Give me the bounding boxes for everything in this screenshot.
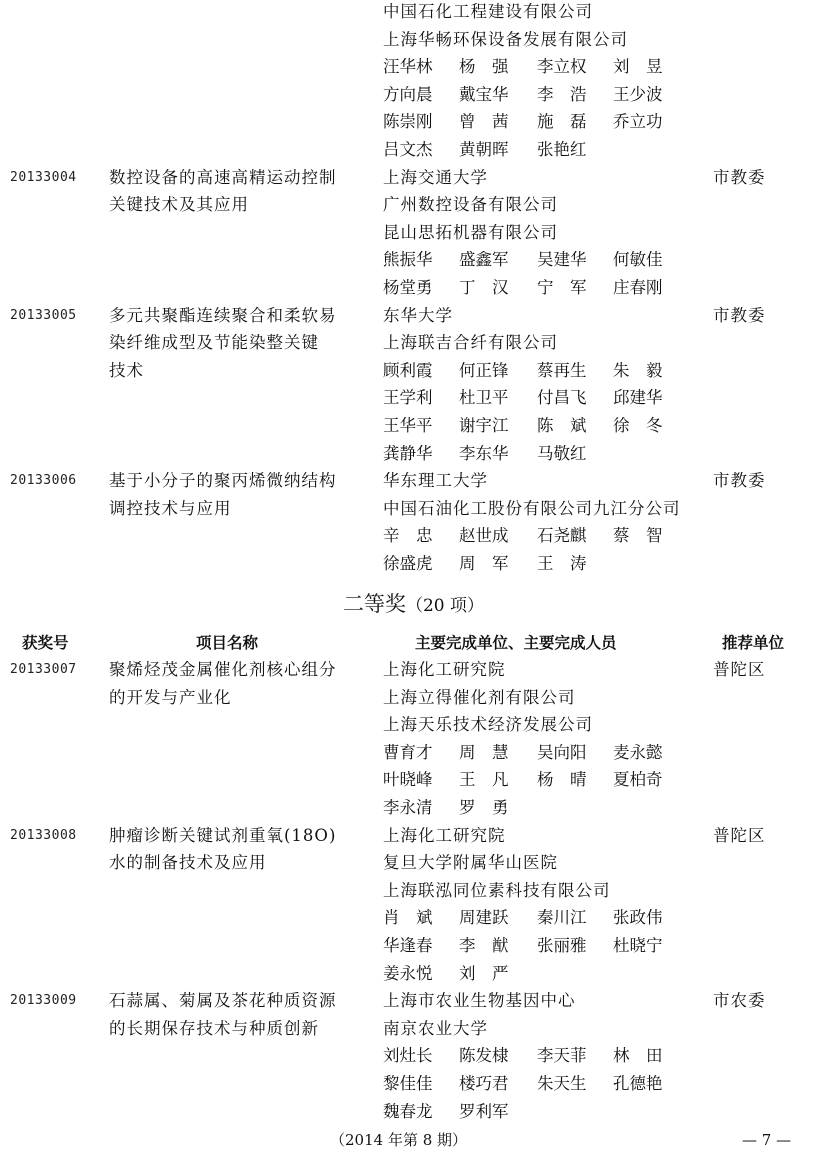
person-name: 何正锋 <box>459 360 509 380</box>
award-id: 20133007 <box>10 662 77 677</box>
person-name: 周 慧 <box>459 742 509 762</box>
person-name: 马敬红 <box>537 443 587 463</box>
section-title-text: 二等奖 <box>342 592 406 616</box>
person-name: 盛鑫军 <box>459 250 509 270</box>
project-name-line: 石蒜属、菊属及茶花种质资源 <box>109 991 337 1011</box>
completion-unit: 上海联吉合纤有限公司 <box>383 333 558 353</box>
person-name: 赵世成 <box>459 526 509 546</box>
completion-unit: 上海交通大学 <box>383 167 488 187</box>
project-name-line: 聚烯烃茂金属催化剂核心组分 <box>109 660 337 679</box>
person-name: 施 磊 <box>537 112 587 132</box>
person-name: 李永清 <box>383 798 433 817</box>
person-name: 庄春刚 <box>613 278 663 297</box>
person-name: 熊振华 <box>383 250 433 270</box>
completion-unit: 上海华畅环保设备发展有限公司 <box>383 29 628 49</box>
person-name: 王 涛 <box>537 554 587 573</box>
person-name: 黎佳佳 <box>383 1074 433 1093</box>
person-name: 王华平 <box>383 416 433 435</box>
completion-unit: 上海市农业生物基因中心 <box>383 991 576 1011</box>
completion-unit: 东华大学 <box>383 305 453 325</box>
person-name: 汪华林 <box>383 57 433 77</box>
person-name: 姜永悦 <box>383 963 433 983</box>
person-name: 石尧麒 <box>537 526 587 546</box>
person-name: 王 凡 <box>459 770 509 790</box>
person-name: 徐盛虎 <box>383 554 433 573</box>
person-name: 朱天生 <box>537 1074 587 1093</box>
person-name: 丁 汉 <box>459 278 509 297</box>
person-name: 张艳红 <box>537 140 587 159</box>
person-name: 张丽雅 <box>537 936 587 955</box>
person-name: 楼巧君 <box>459 1074 509 1093</box>
completion-unit: 中国石化工程建设有限公司 <box>383 2 593 21</box>
person-name: 宁 军 <box>537 278 587 297</box>
person-name: 周 军 <box>459 554 509 573</box>
person-name: 杜晓宁 <box>613 936 663 955</box>
person-name: 叶晓峰 <box>383 770 433 790</box>
completion-unit: 昆山思拓机器有限公司 <box>383 222 558 242</box>
recommender: 市教委 <box>713 471 766 491</box>
section-title <box>0 589 827 621</box>
recommender: 普陀区 <box>713 825 766 845</box>
person-name: 戴宝华 <box>459 84 509 104</box>
person-name: 孔德艳 <box>613 1074 663 1093</box>
person-name: 杨 晴 <box>537 770 587 790</box>
person-name: 曹育才 <box>383 742 433 762</box>
person-name: 刘灶长 <box>383 1046 433 1066</box>
person-name: 陈 斌 <box>537 416 587 435</box>
person-name: 李 猷 <box>459 936 509 955</box>
person-name: 周建跃 <box>459 908 509 928</box>
person-name: 魏春龙 <box>383 1101 433 1121</box>
person-name: 李立权 <box>537 57 587 77</box>
person-name: 杨堂勇 <box>383 278 433 297</box>
person-name: 徐 冬 <box>613 416 663 435</box>
award-id: 20133004 <box>10 169 77 185</box>
person-name: 张政伟 <box>613 908 663 928</box>
person-name: 龚静华 <box>383 443 433 463</box>
project-name-line: 关键技术及其应用 <box>109 195 249 215</box>
completion-unit: 中国石油化工股份有限公司九江分公司 <box>383 498 681 518</box>
header-project-name: 项目名称 <box>196 634 259 652</box>
person-name: 华逢春 <box>383 936 433 955</box>
completion-unit: 华东理工大学 <box>383 471 488 491</box>
completion-unit: 上海化工研究院 <box>383 660 506 679</box>
person-name: 罗 勇 <box>459 798 509 817</box>
person-name: 林 田 <box>613 1046 663 1066</box>
award-id: 20133008 <box>10 827 77 843</box>
person-name: 辛 忠 <box>383 526 433 546</box>
person-name: 王学利 <box>383 388 433 408</box>
person-name: 李东华 <box>459 443 509 463</box>
person-name: 肖 斌 <box>383 908 433 928</box>
person-name: 吕文杰 <box>383 140 433 159</box>
header-units-people: 主要完成单位、主要完成人员 <box>415 634 617 652</box>
issue-footer: （2014 年第 8 期） <box>330 1131 468 1149</box>
award-id: 20133009 <box>10 993 77 1009</box>
project-name-line: 多元共聚酯连续聚合和柔软易 <box>109 305 337 325</box>
person-name: 顾利霞 <box>383 360 433 380</box>
completion-unit: 上海化工研究院 <box>383 825 506 845</box>
completion-unit: 复旦大学附属华山医院 <box>383 853 558 873</box>
person-name: 王少波 <box>613 84 663 104</box>
header-recommender: 推荐单位 <box>722 634 785 652</box>
person-name: 朱 毅 <box>613 360 663 380</box>
person-name: 付昌飞 <box>537 388 587 408</box>
table-header <box>0 630 827 656</box>
project-name-line: 肿瘤诊断关键试剂重氧(18O) <box>109 825 337 845</box>
header-award-id: 获奖号 <box>22 634 69 652</box>
person-name: 刘 昱 <box>613 57 663 77</box>
project-name-line: 水的制备技术及应用 <box>109 853 267 873</box>
award-id: 20133005 <box>10 307 77 323</box>
person-name: 罗利军 <box>459 1101 509 1121</box>
project-name-line: 技术 <box>109 360 144 380</box>
page-number: — 7 — <box>742 1131 792 1149</box>
award-id: 20133006 <box>10 473 77 489</box>
completion-unit: 上海天乐技术经济发展公司 <box>383 715 593 735</box>
project-name-line: 染纤维成型及节能染整关键 <box>109 333 319 353</box>
completion-unit: 广州数控设备有限公司 <box>383 195 558 215</box>
person-name: 陈崇刚 <box>383 112 433 132</box>
recommender: 市教委 <box>713 305 766 325</box>
completion-unit: 上海立得催化剂有限公司 <box>383 687 576 707</box>
person-name: 谢宇江 <box>459 416 509 435</box>
person-name: 方向晨 <box>383 84 433 104</box>
person-name: 吴建华 <box>537 250 587 270</box>
person-name: 黄朝晖 <box>459 140 509 159</box>
person-name: 邱建华 <box>613 388 663 408</box>
person-name: 吴向阳 <box>537 742 587 762</box>
person-name: 曾 茜 <box>459 112 509 132</box>
recommender: 市教委 <box>713 167 766 187</box>
person-name: 刘 严 <box>459 963 509 983</box>
person-name: 李 浩 <box>537 84 587 104</box>
recommender: 普陀区 <box>713 660 766 679</box>
completion-unit: 南京农业大学 <box>383 1018 488 1038</box>
recommender: 市农委 <box>713 991 766 1011</box>
project-name-line: 数控设备的高速高精运动控制 <box>109 167 337 187</box>
section-count: （20 项） <box>405 596 485 616</box>
person-name: 李天菲 <box>537 1046 587 1066</box>
person-name: 蔡 智 <box>613 526 663 546</box>
project-name-line: 调控技术与应用 <box>109 498 232 518</box>
project-name-line: 的开发与产业化 <box>109 687 232 707</box>
person-name: 杨 强 <box>459 57 509 77</box>
person-name: 夏柏奇 <box>613 770 663 790</box>
person-name: 陈发棣 <box>459 1046 509 1066</box>
completion-unit: 上海联泓同位素科技有限公司 <box>383 880 611 900</box>
person-name: 秦川江 <box>537 908 587 928</box>
person-name: 何敏佳 <box>613 250 663 270</box>
project-name-line: 的长期保存技术与种质创新 <box>109 1018 319 1038</box>
person-name: 麦永懿 <box>613 742 663 762</box>
person-name: 杜卫平 <box>459 388 509 408</box>
project-name-line: 基于小分子的聚丙烯微纳结构 <box>109 471 337 491</box>
person-name: 蔡再生 <box>537 360 587 380</box>
person-name: 乔立功 <box>613 112 663 132</box>
